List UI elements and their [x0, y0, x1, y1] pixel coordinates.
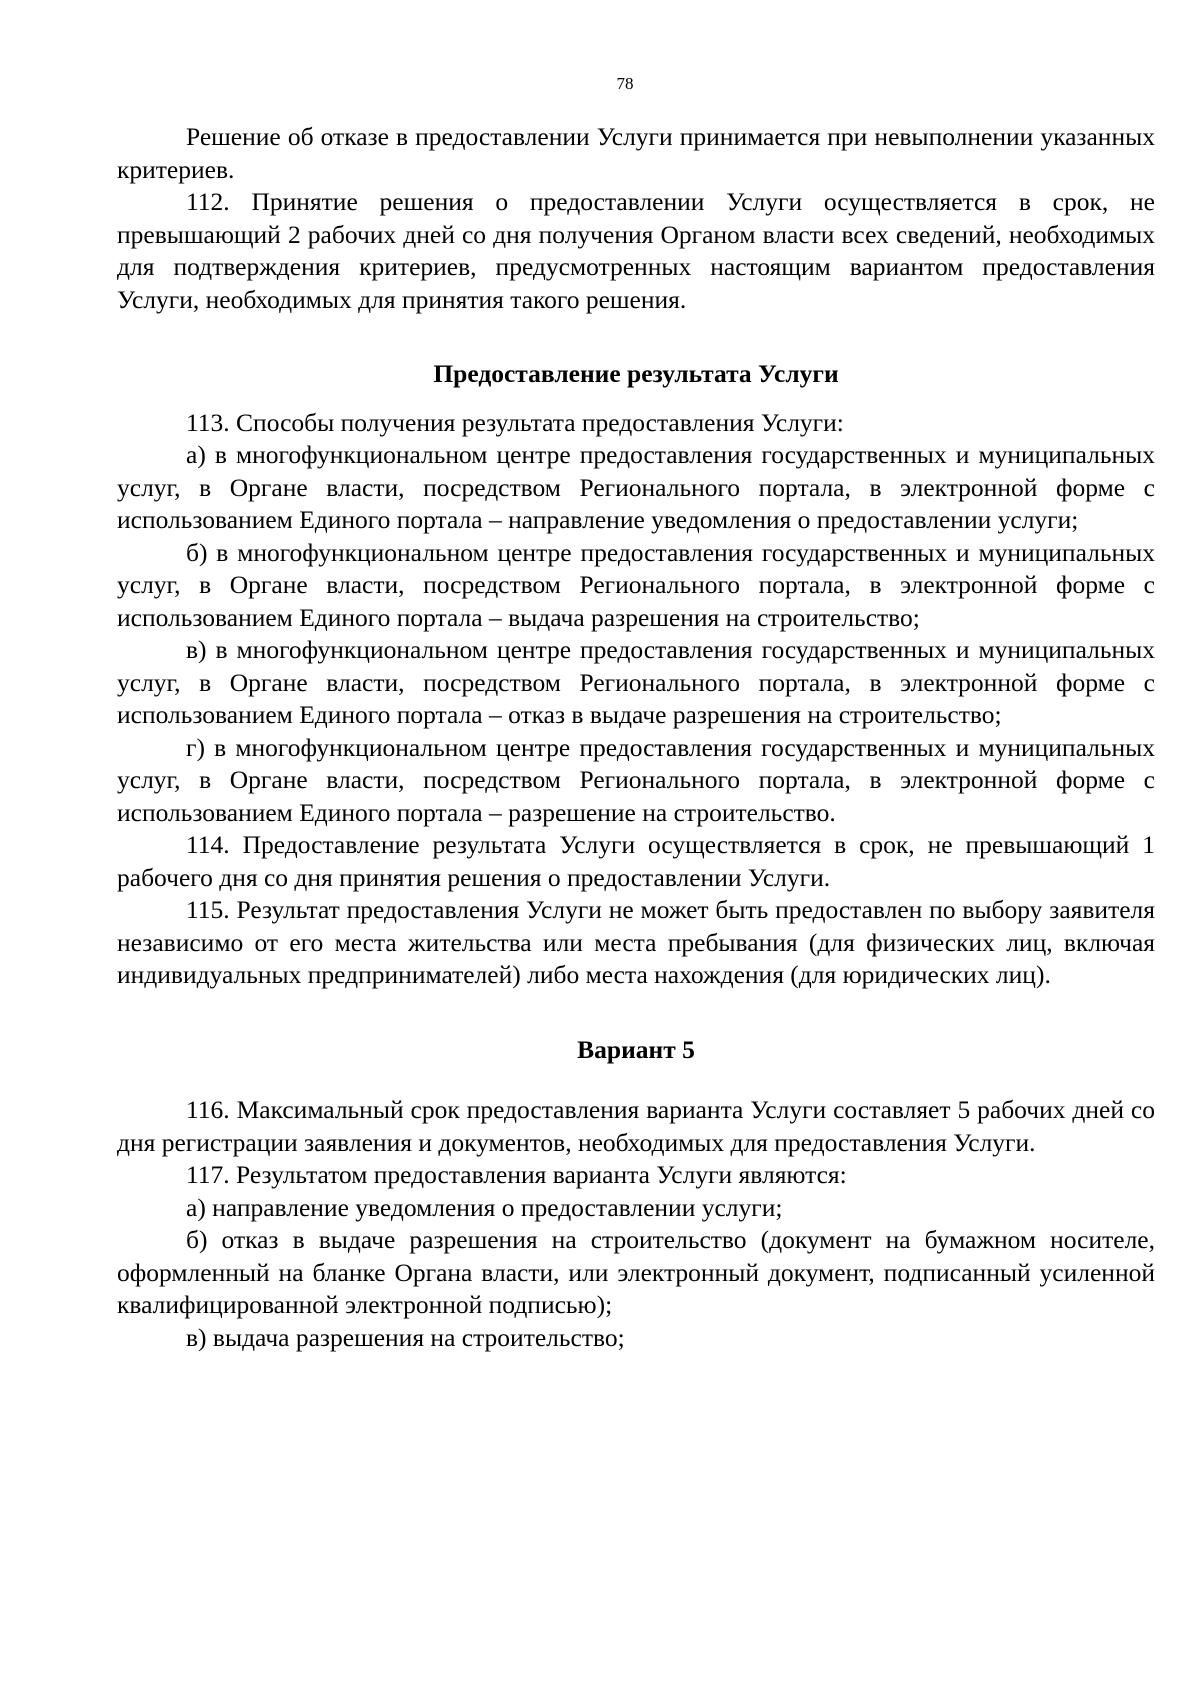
paragraph-113-b: б) в многофункциональном центре предоставления государственных и муниципальных услуг, в Органе власти, посредством Регионального портала, в электронной форме с использованием Единого портала – выдача разрешения на строительство; [117, 537, 1155, 632]
paragraph-114: 114. Предоставление результата Услуги осуществляется в срок, не превышающий 1 рабочего дня со дня принятия решения о предоставлении Услуги. [117, 830, 1155, 892]
paragraph-113-v: в) в многофункциональном центре предоставления государственных и муниципальных услуг, в Органе власти, посредством Регионального портала, в электронной форме с использованием Единого портала – отказ в выдаче разрешения на строительство; [117, 635, 1155, 729]
paragraph-116: 116. Максимальный срок предоставления варианта Услуги составляет 5 рабочих дней со дня регистрации заявления и документов, необходимых для предоставления Услуги. [117, 1095, 1155, 1157]
document-body [117, 121, 1155, 1354]
paragraph-112: 112. Принятие решения о предоставлении Услуги осуществляется в срок, не превышающий 2 рабочих дней со дня получения Органом власти всех сведений, необходимых для подтверждения критериев, предусмотренных настоящим вариантом предоставления Услуги, необходимых для принятия такого решения. [117, 187, 1155, 314]
heading-variant-5: Вариант 5 [577, 1034, 695, 1064]
page-number: 78 [616, 74, 634, 93]
paragraph-117: 117. Результатом предоставления варианта Услуги являются: [186, 1160, 847, 1189]
paragraph-113-a: а) в многофункциональном центре предоставления государственных и муниципальных услуг, в Органе власти, посредством Регионального портала, в электронной форме с использованием Единого портала – направление уведомления о предоставлении услуги; [117, 440, 1155, 534]
paragraph-refusal-criteria: Решение об отказе в предоставлении Услуги принимается при невыполнении указанных критериев. [117, 122, 1155, 184]
paragraph-113-g: г) в многофункциональном центре предоставления государственных и муниципальных услуг, в Органе власти, посредством Регионального портала, в электронной форме с использованием Единого портала – разрешение на строительство. [117, 732, 1155, 827]
paragraph-117-b: б) отказ в выдаче разрешения на строительство (документ на бумажном носителе, оформленный на бланке Органа власти, или электронный документ, подписанный усиленной квалифицированной электронной подписью); [117, 1225, 1155, 1319]
paragraph-117-v: в) выдача разрешения на строительство; [186, 1322, 625, 1352]
paragraph-115: 115. Результат предоставления Услуги не может быть предоставлен по выбору заявителя независимо от его места жительства или места пребывания (для физических лиц, включая индивидуальных предпринимателей) либо места нахождения (для юридических лиц). [117, 895, 1155, 989]
heading-result-provision: Предоставление результата Услуги [433, 359, 839, 388]
paragraph-113: 113. Способы получения результата предоставления Услуги: [186, 407, 844, 437]
paragraph-117-a: а) направление уведомления о предоставлении услуги; [186, 1192, 783, 1222]
